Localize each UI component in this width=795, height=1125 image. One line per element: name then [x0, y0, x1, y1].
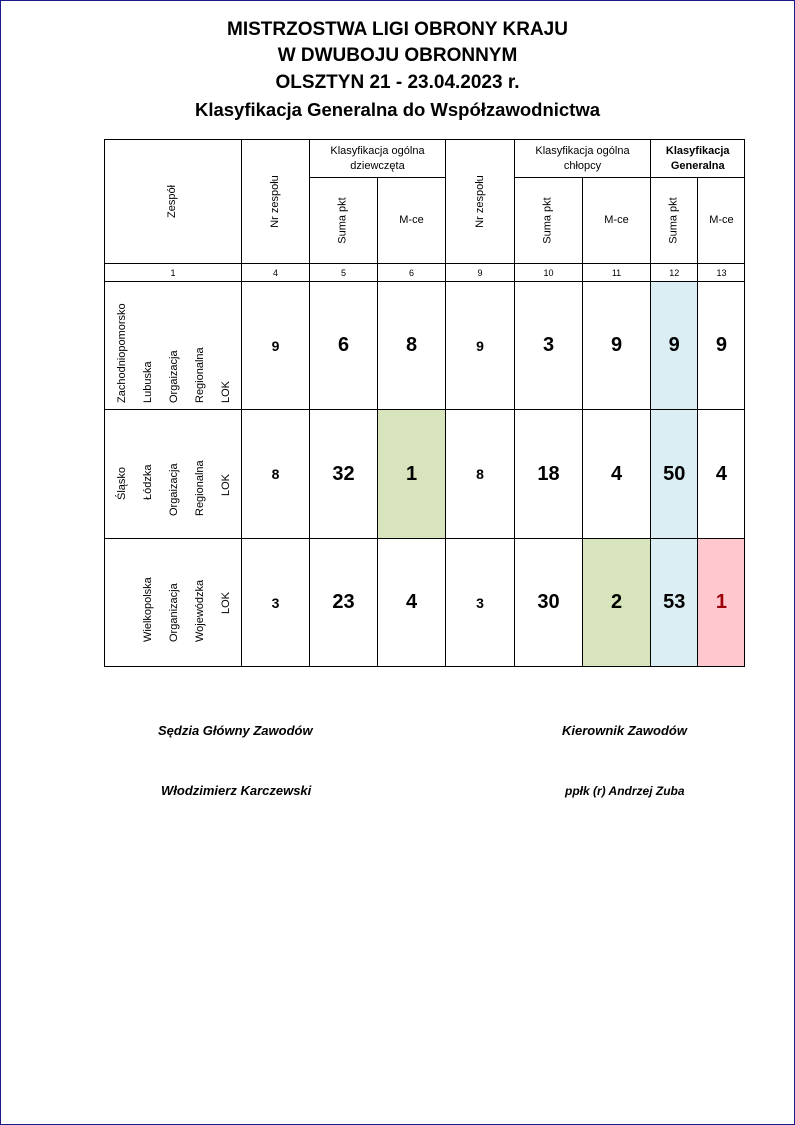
- sum-boys: 3: [515, 282, 583, 410]
- place-boys: 9: [583, 282, 651, 410]
- title-line-2: W DWUBOJU OBRONNYM: [277, 45, 518, 66]
- place-girls: 4: [378, 539, 446, 667]
- sum-general: 50: [651, 410, 698, 539]
- header-nr-boys: Nr zespołu: [446, 140, 515, 264]
- title-line-4: Klasyfikacja Generalna do Współzawodnictwa: [194, 99, 601, 120]
- title-line-1: MISTRZOSTWA LIGI OBRONY KRAJU: [227, 19, 568, 40]
- manager-title: Kierownik Zawodów: [562, 723, 687, 738]
- team-line: Łódzka: [142, 464, 154, 500]
- column-index: 6: [378, 264, 446, 282]
- column-index: 9: [446, 264, 515, 282]
- team-line: Orgaizacja: [168, 350, 180, 403]
- column-index: 12: [651, 264, 698, 282]
- header-place-general: M-ce: [698, 178, 745, 264]
- sum-general: 53: [651, 539, 698, 667]
- column-index: 1: [105, 264, 242, 282]
- sum-girls: 23: [310, 539, 378, 667]
- column-index-row: [105, 264, 745, 282]
- judge-title: Sędzia Główny Zawodów: [158, 723, 313, 738]
- nr-boys: 9: [446, 282, 515, 410]
- header-sum-girls: Suma pkt: [310, 178, 378, 264]
- sum-boys: 18: [515, 410, 583, 539]
- team-line: LOK: [220, 473, 232, 496]
- team-line: LOK: [220, 380, 232, 403]
- title-line-3: OLSZTYN 21 - 23.04.2023 r.: [275, 72, 520, 93]
- column-index: 11: [583, 264, 651, 282]
- team-line: Regionalna: [194, 347, 206, 403]
- team-name: [105, 539, 242, 667]
- column-index: 10: [515, 264, 583, 282]
- table-row: [105, 410, 745, 539]
- header-nr-girls: Nr zespołu: [242, 140, 310, 264]
- team-line: Wojewódzka: [194, 579, 206, 642]
- team-line: Orgaizacja: [168, 463, 180, 516]
- header-sum-general: Suma pkt: [651, 178, 698, 264]
- nr-boys: 8: [446, 410, 515, 539]
- nr-boys: 3: [446, 539, 515, 667]
- table-row: [105, 539, 745, 667]
- nr-girls: 3: [242, 539, 310, 667]
- judge-name: Włodzimierz Karczewski: [161, 783, 312, 798]
- team-line: LOK: [220, 591, 232, 614]
- team-line: Zachodniopomorsko: [116, 303, 128, 403]
- header-group-girls: Klasyfikacja ogólna dziewczęta: [310, 140, 446, 178]
- manager-name: ppłk (r) Andrzej Zuba: [565, 784, 685, 798]
- header-sum-boys: Suma pkt: [515, 178, 583, 264]
- place-general: 9: [698, 282, 745, 410]
- results-table: [104, 139, 745, 667]
- header-team: Zespół: [105, 140, 242, 264]
- place-girls: 1: [378, 410, 446, 539]
- team-line: Regionalna: [194, 460, 206, 516]
- header-group-general: Klasyfikacja Generalna: [651, 140, 745, 178]
- sum-general: 9: [651, 282, 698, 410]
- sum-girls: 6: [310, 282, 378, 410]
- place-boys: 4: [583, 410, 651, 539]
- team-name: [105, 282, 242, 410]
- column-index: 13: [698, 264, 745, 282]
- place-general: 4: [698, 410, 745, 539]
- place-boys: 2: [583, 539, 651, 667]
- column-index: 5: [310, 264, 378, 282]
- header-place-boys: M-ce: [583, 178, 651, 264]
- table-row: [105, 282, 745, 410]
- team-name: [105, 410, 242, 539]
- place-general: 1: [698, 539, 745, 667]
- column-index: 4: [242, 264, 310, 282]
- header-place-girls: M-ce: [378, 178, 446, 264]
- team-line: Śląsko: [116, 466, 128, 500]
- nr-girls: 9: [242, 282, 310, 410]
- header-group-boys: Klasyfikacja ogólna chłopcy: [515, 140, 651, 178]
- nr-girls: 8: [242, 410, 310, 539]
- team-line: Lubuska: [142, 361, 154, 403]
- team-line: Organizacja: [168, 583, 180, 642]
- sum-boys: 30: [515, 539, 583, 667]
- place-girls: 8: [378, 282, 446, 410]
- team-line: Wielkopolska: [142, 577, 154, 642]
- sum-girls: 32: [310, 410, 378, 539]
